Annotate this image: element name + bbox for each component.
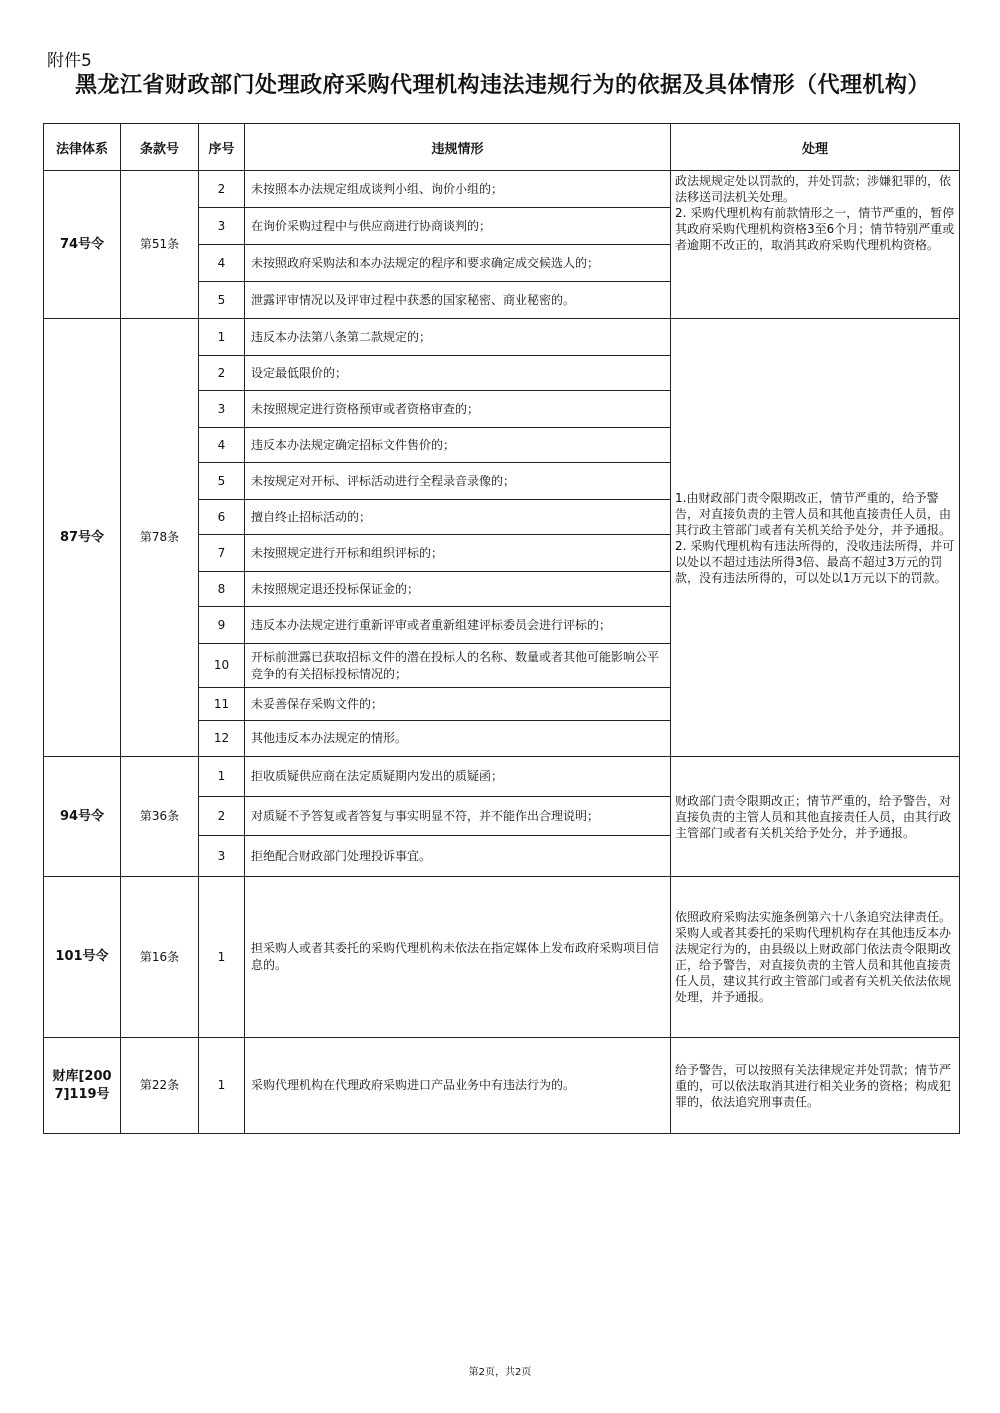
violation-text-cell: 未按照规定退还投标保证金的； — [245, 572, 671, 607]
law-system-cell: 101号令 — [44, 877, 121, 1038]
item-number-cell: 10 — [199, 644, 245, 688]
item-number-cell: 5 — [199, 282, 245, 319]
item-number-cell: 1 — [199, 319, 245, 356]
violation-text-cell: 未按照规定进行开标和组织评标的； — [245, 535, 671, 572]
law-system-cell: 87号令 — [44, 319, 121, 757]
item-number-cell: 3 — [199, 836, 245, 877]
item-number-cell: 2 — [199, 171, 245, 208]
violation-text-cell: 未按规定对开标、评标活动进行全程录音录像的； — [245, 463, 671, 500]
handling-paragraph: 采购人或者其委托的采购代理机构存在其他违反本办法规定行为的，由县级以上财政部门依法责令限期改正，给予警告，对直接负责的主管人员和其他直接责任人员，建议其行政主管部门或者有关机关依法依规处理，并予通报。 — [675, 926, 952, 1004]
violation-text-cell: 拒收质疑供应商在法定质疑期内发出的质疑函； — [245, 757, 671, 797]
table-row — [44, 877, 960, 1038]
handling-cell — [671, 1038, 960, 1134]
table-row — [44, 319, 960, 356]
page-footer: 第2页，共2页 — [468, 1367, 532, 1378]
violation-text-cell: 采购代理机构在代理政府采购进口产品业务中有违法行为的。 — [245, 1038, 671, 1134]
article-cell: 第36条 — [121, 757, 199, 877]
table-body — [44, 171, 960, 1134]
handling-paragraph: 2. 采购代理机构有违法所得的，没收违法所得，并可以处以不超过违法所得3倍、最高不超过3万元的罚款，没有违法所得的，可以处以1万元以下的罚款。 — [675, 538, 955, 585]
handling-paragraph: 给予警告，可以按照有关法律规定并处罚款；情节严重的，可以依法取消其进行相关业务的资格；构成犯罪的，依法追究刑事责任。 — [675, 1062, 952, 1109]
article-cell: 第78条 — [121, 319, 199, 757]
violation-text-cell: 未按照本办法规定组成谈判小组、询价小组的； — [245, 171, 671, 208]
header-row — [44, 124, 960, 171]
item-number-cell: 11 — [199, 688, 245, 721]
law-system-cell: 财库[2007]119号 — [44, 1038, 121, 1134]
violation-text-cell: 设定最低限价的； — [245, 356, 671, 391]
violation-text-cell: 其他违反本办法规定的情形。 — [245, 721, 671, 757]
law-system-cell: 94号令 — [44, 757, 121, 877]
handling-paragraph: 2. 采购代理机构有前款情形之一，情节严重的，暂停其政府采购代理机构资格3至6个月；情节特别严重或者逾期不改正的，取消其政府采购代理机构资格。 — [675, 206, 955, 252]
handling-cell — [671, 757, 960, 877]
header-violation: 违规情形 — [245, 124, 671, 171]
header-number: 序号 — [199, 124, 245, 171]
law-system-cell: 74号令 — [44, 171, 121, 319]
violation-text-cell: 违反本办法规定确定招标文件售价的； — [245, 428, 671, 463]
violation-text-cell: 未妥善保存采购文件的； — [245, 688, 671, 721]
page-title: 黑龙江省财政部门处理政府采购代理机构违法违规行为的依据及具体情形（代理机构） — [74, 73, 930, 98]
violations-table — [43, 123, 960, 1134]
violation-text-cell: 未按照政府采购法和本办法规定的程序和要求确定成交候选人的； — [245, 245, 671, 282]
attachment-label: 附件5 — [47, 51, 92, 71]
item-number-cell: 3 — [199, 208, 245, 245]
item-number-cell: 7 — [199, 535, 245, 572]
violation-text-cell: 违反本办法第八条第二款规定的； — [245, 319, 671, 356]
handling-paragraph: 财政部门责令限期改正；情节严重的，给予警告，对直接负责的主管人员和其他直接责任人员，由其行政主管部门或者有关机关给予处分，并予通报。 — [675, 793, 952, 840]
article-cell: 第16条 — [121, 877, 199, 1038]
item-number-cell: 4 — [199, 245, 245, 282]
violation-text-cell: 泄露评审情况以及评审过程中获悉的国家秘密、商业秘密的。 — [245, 282, 671, 319]
violation-text-cell: 擅自终止招标活动的； — [245, 500, 671, 535]
violation-text-cell: 违反本办法规定进行重新评审或者重新组建评标委员会进行评标的； — [245, 607, 671, 644]
handling-cell — [671, 877, 960, 1038]
handling-cell — [671, 171, 960, 319]
item-number-cell: 3 — [199, 391, 245, 428]
violation-text-cell: 拒绝配合财政部门处理投诉事宜。 — [245, 836, 671, 877]
item-number-cell: 6 — [199, 500, 245, 535]
violation-text-cell: 在询价采购过程中与供应商进行协商谈判的； — [245, 208, 671, 245]
item-number-cell: 2 — [199, 797, 245, 836]
violation-text-cell: 对质疑不予答复或者答复与事实明显不符，并不能作出合理说明； — [245, 797, 671, 836]
table-row — [44, 1038, 960, 1134]
handling-paragraph: 依照政府采购法实施条例第六十八条追究法律责任。 — [675, 910, 952, 924]
handling-cell — [671, 319, 960, 757]
table-row — [44, 171, 960, 208]
item-number-cell: 1 — [199, 757, 245, 797]
header-article: 条款号 — [121, 124, 199, 171]
violation-text-cell: 担采购人或者其委托的采购代理机构未依法在指定媒体上发布政府采购项目信息的。 — [245, 877, 671, 1038]
handling-paragraph: 1.由财政部门责令限期改正，情节严重的，给予警告，对直接负责的主管人员和其他直接责任人员，由其行政主管部门或者有关机关给予处分，并予通报。 — [675, 490, 952, 537]
item-number-cell: 4 — [199, 428, 245, 463]
header-law: 法律体系 — [44, 124, 121, 171]
table-row — [44, 757, 960, 797]
violation-text-cell: 未按照规定进行资格预审或者资格审查的； — [245, 391, 671, 428]
header-handling: 处理 — [671, 124, 960, 171]
violation-text-cell: 开标前泄露已获取招标文件的潜在投标人的名称、数量或者其他可能影响公平竞争的有关招标投标情况的； — [245, 644, 671, 688]
item-number-cell: 1 — [199, 1038, 245, 1134]
item-number-cell: 9 — [199, 607, 245, 644]
item-number-cell: 1 — [199, 877, 245, 1038]
item-number-cell: 5 — [199, 463, 245, 500]
item-number-cell: 2 — [199, 356, 245, 391]
article-cell: 第22条 — [121, 1038, 199, 1134]
item-number-cell: 12 — [199, 721, 245, 757]
item-number-cell: 8 — [199, 572, 245, 607]
article-cell: 第51条 — [121, 171, 199, 319]
handling-paragraph: 政法规规定处以罚款的，并处罚款；涉嫌犯罪的，依法移送司法机关处理。 — [675, 174, 952, 204]
